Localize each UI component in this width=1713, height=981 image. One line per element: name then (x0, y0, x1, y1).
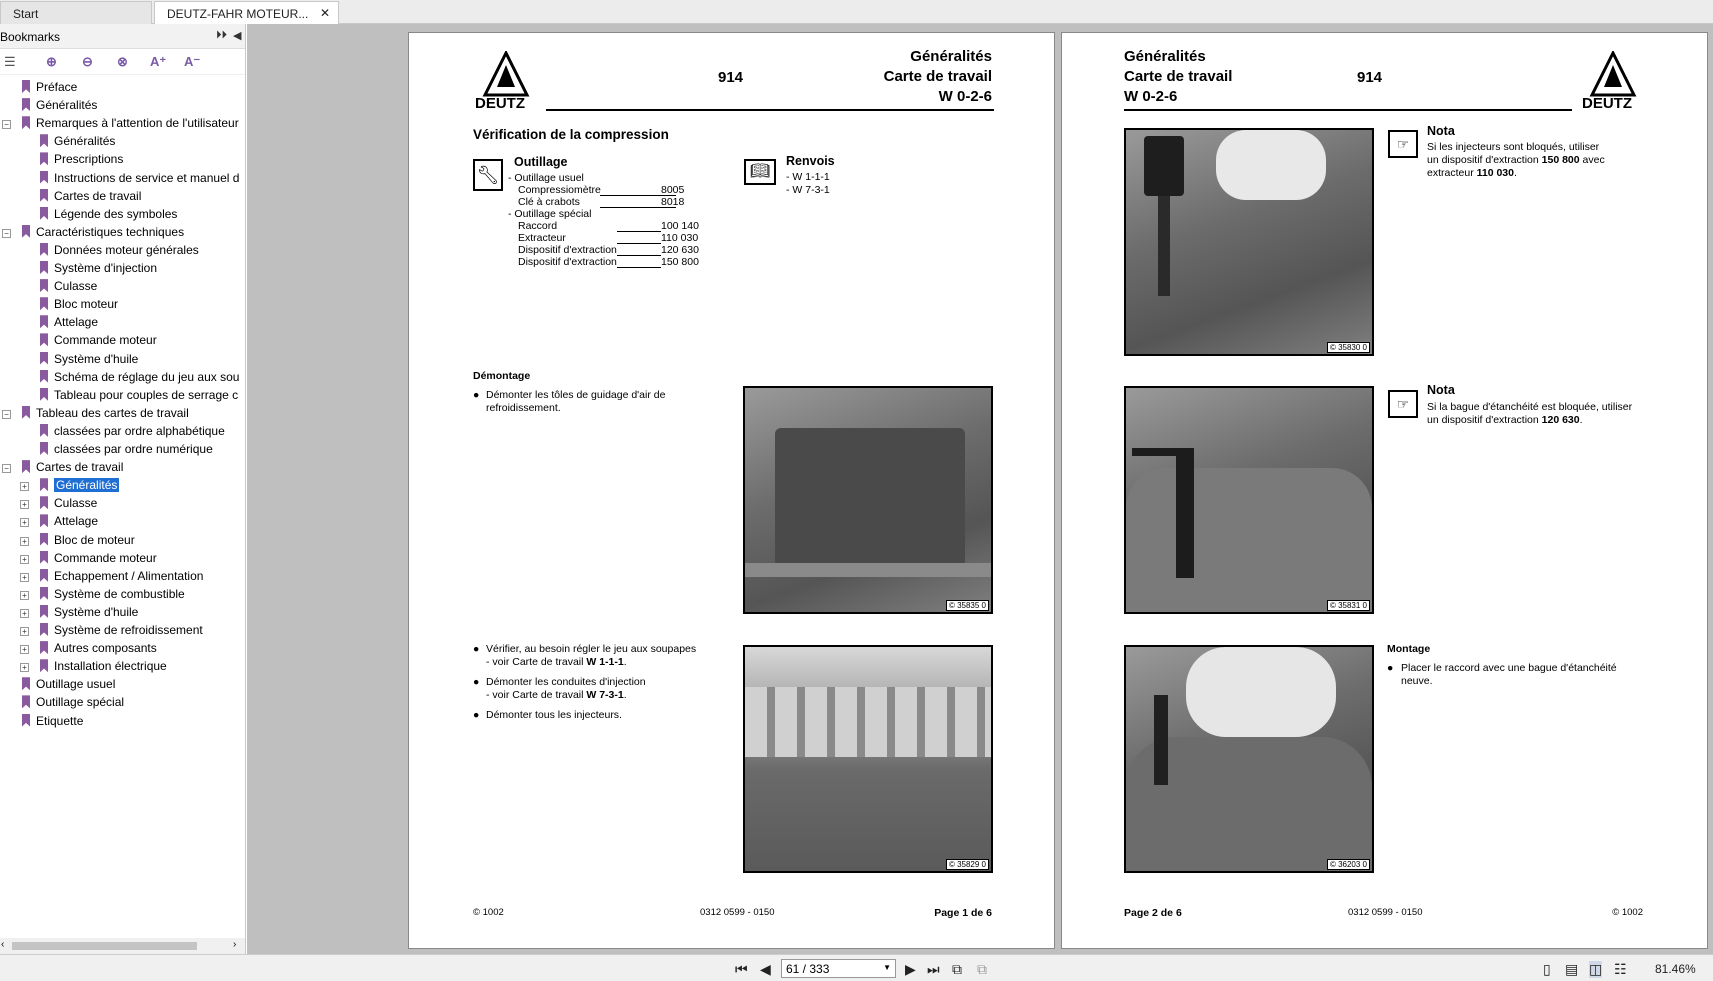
bookmark-icon (40, 297, 48, 310)
bookmark-item[interactable] (22, 677, 245, 695)
expand-panel-icon[interactable]: ⏵⏵ (216, 29, 227, 41)
sidebar-scrollbar[interactable] (0, 938, 245, 954)
outillage-item: - Outillage usuel (508, 172, 584, 184)
tab-start[interactable] (0, 1, 152, 24)
expand-icon[interactable]: + (20, 663, 29, 672)
bookmark-item[interactable] (40, 551, 245, 569)
bookmark-prev-icon[interactable]: ⊖ (82, 54, 93, 69)
bookmark-label: Généralités (56, 478, 118, 493)
scroll-right-icon[interactable]: › (233, 939, 237, 950)
bullet-icon: ● (473, 676, 480, 688)
first-page-icon[interactable]: ⏮ (735, 961, 748, 977)
footer-page: Page 1 de 6 (934, 907, 992, 919)
outillage-part-number: 110 030 (661, 232, 699, 244)
bookmark-icon (22, 98, 30, 111)
renvoi-2: - W 7-3-1 (786, 184, 830, 196)
bookmark-label: Commande moteur (54, 550, 157, 565)
bookmark-icon (40, 587, 48, 600)
font-increase-icon[interactable]: A⁺ (150, 54, 167, 69)
page-1 (408, 32, 1055, 949)
bookmark-item[interactable] (40, 370, 245, 388)
nota-1-line-2: un dispositif d'extraction 150 800 avec (1427, 154, 1605, 166)
continuous-view-icon[interactable]: ▤ (1565, 961, 1579, 977)
montage-line-2: neuve. (1401, 675, 1433, 687)
bookmark-label: Instructions de service et manuel d (54, 170, 240, 185)
font-decrease-icon[interactable]: A⁻ (184, 54, 201, 69)
leader-line (617, 231, 661, 232)
bookmark-item[interactable] (22, 460, 245, 478)
last-page-icon[interactable]: ⏭ (927, 961, 940, 977)
bookmark-label: Système d'huile (54, 604, 139, 619)
next-page-icon[interactable]: ▶ (905, 961, 916, 977)
outillage-part-number: 100 140 (661, 220, 699, 232)
bookmark-label: Généralités (36, 98, 98, 113)
bookmark-label: Tableau des cartes de travail (36, 405, 189, 420)
footer-page: Page 2 de 6 (1124, 907, 1182, 919)
bookmark-label: Système d'injection (54, 261, 158, 275)
bookmark-item[interactable] (40, 207, 245, 225)
bookmark-label: Données moteur générales (54, 242, 199, 257)
bookmark-item[interactable] (40, 587, 245, 605)
injector-photo (1124, 128, 1374, 356)
bookmark-label: Préface (36, 80, 78, 94)
model-number: 914 (718, 69, 744, 86)
bookmark-label: classées par ordre numérique (54, 442, 213, 456)
nota-1-line-3: extracteur 110 030. (1427, 167, 1517, 179)
bookmark-label: Outillage spécial (36, 695, 125, 710)
scrollbar-thumb[interactable] (12, 942, 197, 950)
header-line-1: Généralités (1124, 48, 1206, 65)
model-number: 914 (1357, 69, 1383, 86)
bullet-4: Démonter tous les injecteurs. (486, 709, 622, 721)
bookmark-label: Légende des symboles (54, 206, 178, 221)
tab-document-label: DEUTZ-FAHR MOTEUR... (167, 7, 309, 21)
collapse-panel-icon[interactable]: ◀ (233, 30, 242, 42)
pointing-hand-icon: ☞ (1388, 390, 1418, 418)
svg-text:DEUTZ: DEUTZ (475, 95, 525, 111)
expand-icon[interactable]: + (20, 482, 29, 491)
photo-2-ref: © 35829 0 (946, 859, 989, 870)
bookmark-item[interactable] (40, 189, 245, 207)
collapse-icon[interactable]: − (2, 120, 11, 129)
bookmark-icon (40, 370, 48, 383)
nota-1-title: Nota (1427, 124, 1455, 138)
fitting-install-photo (1124, 645, 1374, 873)
bookmark-label: Cartes de travail (54, 188, 142, 203)
deutz-logo (1580, 51, 1646, 111)
header-line-3: W 0-2-6 (1124, 88, 1178, 105)
bookmark-label: Bloc de moteur (54, 532, 135, 547)
bookmark-label: Outillage usuel (36, 677, 116, 692)
bookmark-icon (22, 677, 30, 690)
expand-icon[interactable]: + (20, 627, 29, 636)
bookmark-item[interactable] (40, 641, 245, 659)
bookmark-item[interactable] (22, 98, 245, 116)
bookmark-icon (40, 659, 48, 672)
bookmark-icon (22, 225, 30, 238)
outillage-item: Clé à crabots (518, 196, 580, 208)
bookmark-label: Culasse (54, 279, 98, 294)
nota-2-title: Nota (1427, 383, 1455, 397)
engine-photo-2 (743, 645, 993, 873)
bookmark-label: Caractéristiques techniques (36, 224, 185, 239)
outillage-part-number: 120 630 (661, 244, 699, 256)
bookmark-label: Echappement / Alimentation (54, 568, 204, 583)
svg-text:DEUTZ: DEUTZ (1582, 95, 1632, 111)
bookmark-icon (40, 152, 48, 165)
header-line-2: Carte de travail (1124, 68, 1233, 85)
bookmark-item[interactable] (22, 116, 245, 134)
bookmark-icon (40, 478, 48, 491)
leader-line (617, 267, 661, 268)
bookmark-icon (40, 641, 48, 654)
bookmark-icon (40, 171, 48, 184)
leader-line (617, 255, 661, 256)
bookmark-label: Autres composants (54, 641, 157, 656)
bookmark-icon (40, 533, 48, 546)
bookmark-icon (40, 424, 48, 437)
bookmark-icon (40, 134, 48, 147)
add-bookmark-icon[interactable]: ⊕ (46, 54, 57, 69)
bookmark-item[interactable] (40, 315, 245, 333)
bookmark-item[interactable] (40, 533, 245, 551)
close-icon[interactable]: ✕ (319, 6, 330, 20)
photo-5-ref: © 36203 0 (1327, 859, 1370, 870)
bookmark-label: Système de refroidissement (54, 623, 203, 637)
outillage-item: Dispositif d'extraction (518, 256, 617, 268)
bookmark-icon (40, 551, 48, 564)
bullet-3-line-1: Démonter les conduites d'injection (486, 676, 646, 688)
bullet-icon: ● (473, 709, 480, 721)
bookmark-item[interactable] (40, 171, 245, 189)
bookmark-item[interactable] (40, 478, 245, 496)
bookmark-item[interactable] (40, 514, 245, 532)
bookmark-edit-icon[interactable]: ⊗ (117, 54, 128, 69)
bookmark-label: Cartes de travail (36, 460, 124, 475)
bookmark-item[interactable] (40, 496, 245, 514)
expand-icon[interactable]: + (20, 591, 29, 600)
demontage-title: Démontage (473, 370, 531, 382)
bullet-2-line-1: Vérifier, au besoin régler le jeu aux soupapes (486, 643, 697, 655)
bookmark-label: Remarques à l'attention de l'utilisateur (36, 116, 239, 131)
header-line-1: Généralités (910, 48, 992, 65)
bookmark-icon (22, 695, 30, 708)
bookmark-label: Etiquette (36, 713, 84, 728)
collapse-icon[interactable]: − (2, 229, 11, 238)
options-icon[interactable]: ☰ (4, 54, 16, 69)
seal-extractor-photo (1124, 386, 1374, 614)
bookmark-item[interactable] (40, 261, 245, 279)
outillage-item: Dispositif d'extraction (518, 244, 617, 256)
bookmark-item[interactable] (40, 442, 245, 460)
bookmark-label: Tableau pour couples de serrage c (54, 387, 239, 402)
demontage-line-2: refroidissement. (486, 402, 561, 414)
bookmark-icon (22, 714, 30, 727)
facing-view-icon[interactable]: ◫ (1589, 961, 1603, 977)
demontage-line-1: Démonter les tôles de guidage d'air de (486, 389, 666, 401)
bookmarks-header (0, 24, 245, 49)
expand-icon[interactable]: + (20, 555, 29, 564)
bookmark-item[interactable] (22, 695, 245, 713)
bookmark-item[interactable] (40, 134, 245, 152)
tab-bar (0, 0, 1713, 24)
bookmark-label: Culasse (54, 496, 98, 511)
bookmark-label: Généralités (54, 134, 116, 149)
bookmark-item[interactable] (40, 352, 245, 370)
bookmark-icon (22, 116, 30, 129)
expand-icon[interactable]: + (20, 573, 29, 582)
bookmark-label: Bloc moteur (54, 297, 119, 312)
bookmark-label: classées par ordre alphabétique (54, 423, 225, 438)
outillage-item: Compressiomètre (518, 184, 601, 196)
chevron-down-icon[interactable]: ▼ (883, 963, 891, 972)
bookmark-item[interactable] (40, 297, 245, 315)
expand-icon[interactable]: + (20, 518, 29, 527)
header-line-2: Carte de travail (883, 68, 992, 85)
outillage-part-number: 8005 (661, 184, 685, 196)
bookmark-label: Attelage (54, 315, 99, 330)
bookmark-item[interactable] (40, 659, 245, 677)
bookmark-item[interactable] (22, 225, 245, 243)
bookmark-icon (40, 279, 48, 292)
bookmark-icon (22, 460, 30, 473)
scroll-left-icon[interactable]: ‹ (1, 939, 5, 950)
footer-copyright: © 1002 (1612, 907, 1643, 918)
footer-copyright: © 1002 (473, 907, 504, 918)
bookmark-icon (40, 388, 48, 401)
outillage-item: Extracteur (518, 232, 566, 244)
tab-start-label: Start (13, 7, 39, 21)
bookmark-item[interactable] (40, 623, 245, 641)
go-forward-view-icon[interactable]: ⧉ (977, 961, 987, 977)
bookmark-icon (40, 315, 48, 328)
bookmark-label: Installation électrique (54, 659, 167, 674)
montage-title: Montage (1387, 643, 1431, 655)
footer-docnum: 0312 0599 - 0150 (700, 907, 775, 918)
bookmark-item[interactable] (40, 333, 245, 351)
bookmark-icon (40, 514, 48, 527)
bookmark-icon (40, 605, 48, 618)
bookmark-icon (22, 80, 30, 93)
bookmark-item[interactable] (40, 605, 245, 623)
page-title: Vérification de la compression (473, 127, 669, 142)
expand-icon[interactable]: + (20, 609, 29, 618)
outillage-part-number: 150 800 (661, 256, 699, 268)
page-2 (1061, 32, 1708, 949)
nota-1-line-1: Si les injecteurs sont bloqués, utiliser (1427, 141, 1600, 153)
outillage-item: Raccord (518, 220, 558, 232)
bookmark-label: Attelage (54, 514, 99, 529)
bookmark-label: Prescriptions (54, 152, 124, 167)
bookmark-item[interactable] (22, 80, 245, 98)
bullet-3-line-2: - voir Carte de travail W 7-3-1. (486, 689, 627, 701)
bookmark-item[interactable] (40, 152, 245, 170)
book-icon: 📖︎ (744, 159, 776, 185)
nota-2-line-1: Si la bague d'étanchéité est bloquée, utiliser (1427, 401, 1633, 413)
header-rule (546, 109, 994, 111)
outillage-item: - Outillage spécial (508, 208, 592, 220)
header-line-3: W 0-2-6 (938, 88, 992, 105)
page-number-value: 61 / 333 (786, 962, 830, 976)
bookmark-icon (40, 333, 48, 346)
page-number-input[interactable] (781, 959, 896, 978)
bookmark-item[interactable] (22, 714, 245, 732)
bookmark-item[interactable] (22, 406, 245, 424)
bookmark-icon (40, 189, 48, 202)
deutz-logo (473, 51, 539, 111)
renvois-title: Renvois (786, 154, 835, 168)
header-rule (1124, 109, 1572, 111)
bookmarks-toolbar (0, 49, 245, 75)
bookmark-item[interactable] (40, 388, 245, 406)
document-viewer (247, 24, 1713, 954)
bullet-icon: ● (473, 643, 480, 655)
bookmarks-title: Bookmarks (0, 30, 61, 44)
footer-docnum: 0312 0599 - 0150 (1348, 907, 1423, 918)
bookmarks-panel (0, 24, 246, 954)
photo-3-ref: © 35830 0 (1327, 342, 1370, 353)
expand-icon[interactable]: + (20, 537, 29, 546)
bookmark-label: Schéma de réglage du jeu aux sou (54, 369, 240, 384)
montage-line-1: Placer le raccord avec une bague d'étanchéité (1401, 662, 1617, 674)
bookmark-icon (40, 569, 48, 582)
photo-4-ref: © 35831 0 (1327, 600, 1370, 611)
bookmark-icon (22, 406, 30, 419)
nota-2-line-2: un dispositif d'extraction 120 630. (1427, 414, 1583, 426)
photo-1-ref: © 35835 0 (946, 600, 989, 611)
bookmark-label: Système d'huile (54, 351, 139, 366)
engine-photo-1 (743, 386, 993, 614)
pointing-hand-icon: ☞ (1388, 130, 1418, 158)
bullet-icon: ● (1387, 662, 1394, 674)
leader-line (617, 243, 661, 244)
status-bar (0, 954, 1713, 981)
tool-icon: 🔧︎ (473, 159, 503, 191)
expand-icon[interactable]: + (20, 645, 29, 654)
bookmark-icon (40, 261, 48, 274)
collapse-icon[interactable]: − (2, 464, 11, 473)
expand-icon[interactable]: + (20, 500, 29, 509)
bookmark-label: Commande moteur (54, 333, 157, 348)
continuous-facing-view-icon[interactable]: ☷ (1614, 961, 1627, 977)
bookmark-icon (40, 207, 48, 220)
leader-line (600, 207, 676, 208)
bookmark-item[interactable] (40, 424, 245, 442)
bookmark-label: Système de combustible (54, 586, 185, 601)
bookmark-item[interactable] (40, 279, 245, 297)
outillage-title: Outillage (514, 155, 568, 169)
bookmark-icon (40, 623, 48, 636)
bookmark-item[interactable] (40, 243, 245, 261)
zoom-level[interactable]: 81.46% (1655, 962, 1696, 976)
bullet-icon: ● (473, 389, 480, 401)
outillage-part-number: 8018 (661, 196, 685, 208)
prev-page-icon[interactable]: ◀ (760, 961, 771, 977)
bookmark-icon (40, 496, 48, 509)
bookmark-item[interactable] (40, 569, 245, 587)
bookmark-icon (40, 442, 48, 455)
bookmark-icon (40, 352, 48, 365)
bookmark-icon (40, 243, 48, 256)
bullet-2-line-2: - voir Carte de travail W 1-1-1. (486, 656, 627, 668)
go-back-view-icon[interactable]: ⧉ (952, 961, 962, 977)
collapse-icon[interactable]: − (2, 410, 11, 419)
renvoi-1: - W 1-1-1 (786, 171, 830, 183)
tab-document[interactable] (154, 1, 339, 24)
single-page-view-icon[interactable]: ▯ (1543, 961, 1551, 977)
